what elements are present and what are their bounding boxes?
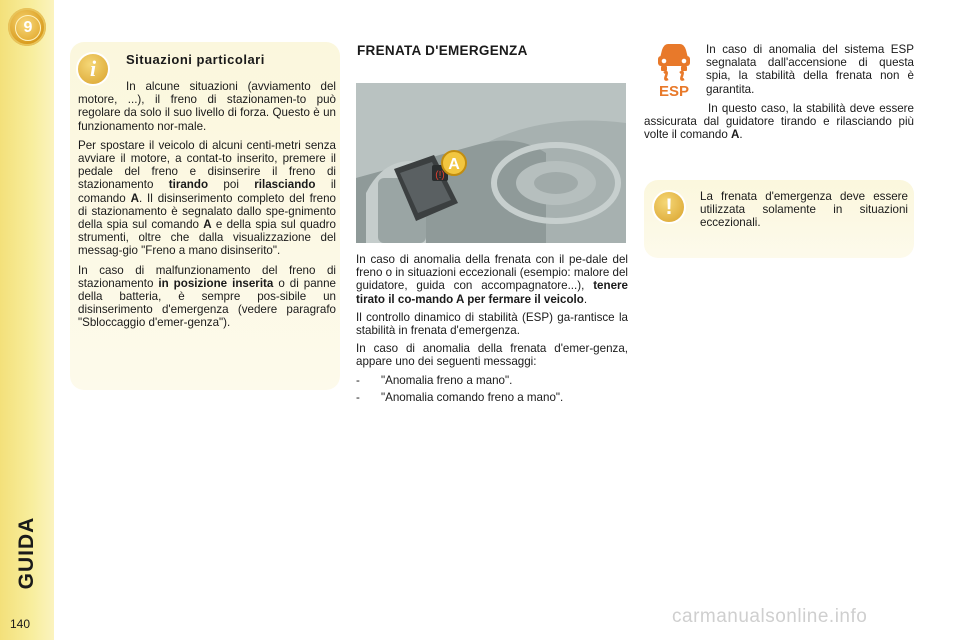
paragraph: In caso di anomalia della frenata con il pe-dale del freno o in situazioni eccezionali (esempio: malore del guidatore, guida con accompagnatore...), tenere tirato il co-mando A per fermare il veicolo.: [356, 253, 628, 306]
paragraph: In caso di malfunzionamento del freno di stazionamento in posizione inserita o di panne della batteria, è sempre pos-sibile un disinserimento d'emergenza (vedere paragrafo "Sbloccaggio d'emer-genza").: [78, 263, 336, 330]
paragraph: In alcune situazioni (avviamento del motore, ...), il freno di stazionamen-to può regolare da solo il suo livello di forza. Questo è un funzionamento nor-male.: [78, 80, 336, 133]
paragraph: In caso di anomalia della frenata d'emer-genza, appare uno dei seguenti messaggi:: [356, 342, 628, 369]
esp-icon-label: ESP: [658, 83, 690, 98]
photo-label-a: A: [448, 156, 460, 173]
esp-text: [644, 43, 914, 141]
chapter-number: 9: [15, 15, 41, 41]
parking-brake-photo: [356, 83, 626, 243]
special-situations-text: [78, 80, 336, 330]
warning-box: [644, 180, 914, 258]
section-label: [12, 508, 42, 598]
special-situations-title: Situazioni particolari: [126, 52, 265, 67]
chapter-badge: [8, 8, 46, 46]
emergency-braking-title: FRENATA D'EMERGENZA: [357, 43, 528, 58]
chapter-sidebar: [0, 0, 54, 640]
page-number: 140: [10, 617, 31, 631]
emergency-braking-text: [356, 253, 628, 408]
paragraph: Il controllo dinamico di stabilità (ESP) ga-rantisce la stabilità in frenata d'emergenza.: [356, 310, 628, 338]
special-situations-box: [70, 42, 340, 390]
list-item: - "Anomalia freno a mano".: [356, 373, 513, 387]
parking-brake-illustration: [356, 83, 626, 243]
warning-icon: !: [652, 190, 686, 224]
info-icon: i: [76, 52, 110, 86]
section-label-text: GUIDA: [15, 516, 38, 590]
svg-text:(!): (!): [435, 170, 445, 181]
list-item: - "Anomalia comando freno a mano".: [356, 390, 564, 404]
warning-text: La frenata d'emergenza deve essere utilizzata solamente in situazioni eccezionali.: [700, 190, 908, 230]
watermark: carmanualsonline.info: [672, 606, 868, 627]
paragraph: Per spostare il veicolo di alcuni centi-metri senza avviare il motore, a contat-to inserito, premere il pedale del freno e disinserire il freno di stazionamento tirando poi rilasciando il comando A. Il disinserimento completo del freno di stazionamento è segnalato dallo spe-gnimento della spia sul comando A e della spia sul quadro strumenti, oltre che dalla visualizzazione del messag-gio "Freno a mano disinserito".: [78, 138, 337, 258]
paragraph: In caso di anomalia del sistema ESP segnalata dall'accensione di questa spia, la stabilità della frenata non è garantita.: [706, 43, 914, 96]
paragraph: In questo caso, la stabilità deve essere assicurata dal guidatore tirando e rilasciando più volte il comando A.: [644, 101, 914, 142]
